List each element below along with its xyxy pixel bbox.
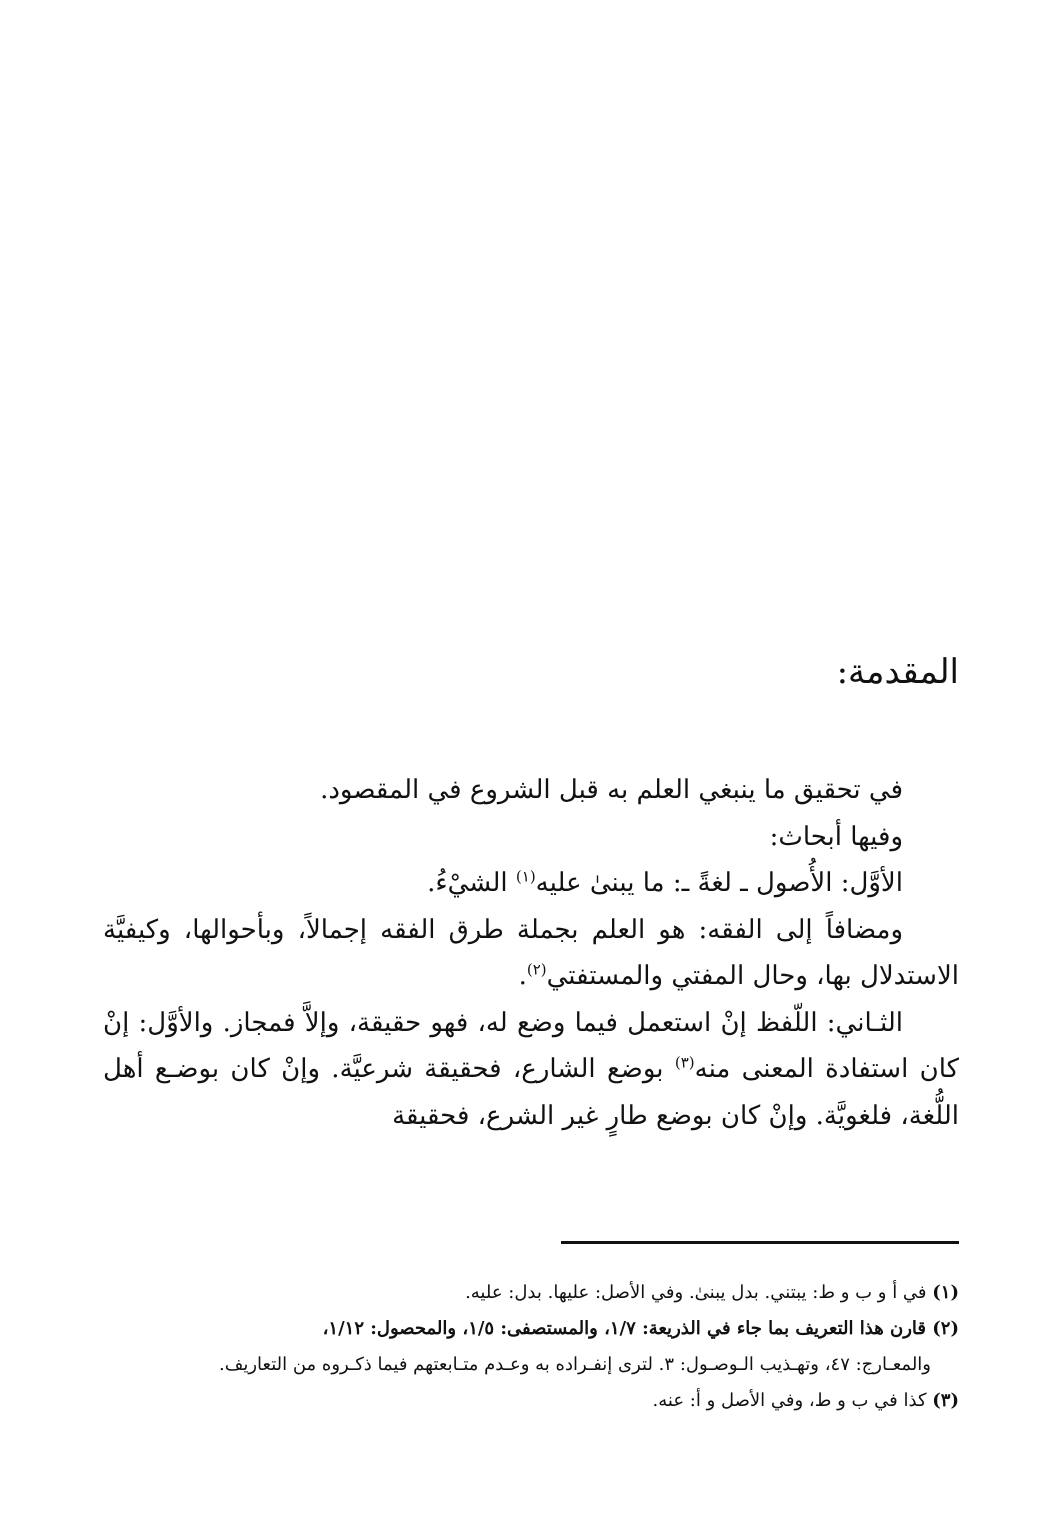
footnote-1-text: في أ و ب و ط: يبتني. بدل يبنىٰ. وفي الأصل: عليها. بدل: عليه.: [465, 1282, 933, 1303]
section-heading: المقدمة:: [836, 652, 959, 692]
footnote-ref-2: (٢): [526, 960, 547, 979]
definition-text: ومضافاً إلى الفقه: هو العلم بجملة طرق الفقه إجمالاً، وبأحوالها، وكيفيَّة الاستدلال بها، وحال المفتي والمستفتي: [103, 914, 959, 991]
main-text: [103, 767, 959, 1139]
footnote-1-number: (١): [932, 1282, 959, 1303]
footnote-2-number: (٢): [932, 1318, 959, 1339]
footnote-ref-3: (٣): [674, 1053, 695, 1072]
first-topic-line: [103, 860, 959, 907]
second-topic-text: الثـاني: اللّفظ إنْ استعمل فيما وضع له، فهو حقيقة، وإلاَّ فمجاز. والأوَّل: إنْ كان استفادة المعنى منه: [103, 1007, 960, 1084]
footnote-ref-1: (١): [515, 867, 536, 886]
second-topic-paragraph: [103, 1000, 959, 1140]
footnote-3-number: (٣): [932, 1390, 959, 1411]
footnote-2: [103, 1314, 959, 1344]
second-topic-end: بوضع الشارع، فحقيقة شرعيَّة. وإنْ كان بوضـع أهل اللُّغة، فلغويَّة. وإنْ كان بوضع طارٍ غير الشرع، فحقيقة: [103, 1054, 959, 1131]
footnote-1: [103, 1278, 959, 1308]
footnote-3: [103, 1386, 959, 1416]
footnote-divider: [561, 1241, 959, 1244]
footnotes: [103, 1278, 959, 1422]
definition-paragraph: [103, 907, 959, 1000]
footnote-2-continuation: والمعـارج: ٤٧، وتهـذيب الـوصـول: ٣. لترى إنفـراده به وعـدم متـابعتهم فيما ذكـروه من التعاريف.: [218, 1354, 931, 1375]
first-topic-text: الأوَّل: الأُصول ـ لغةً ـ: ما يبنىٰ عليه: [535, 868, 903, 898]
intro-line: في تحقيق ما ينبغي العلم به قبل الشروع في المقصود.: [320, 775, 903, 805]
footnote-3-text: كذا في ب و ط، وفي الأصل و أ: عنه.: [652, 1390, 933, 1411]
first-topic-end: الشيْءُ.: [427, 868, 516, 898]
definition-end: .: [518, 961, 527, 991]
topics-line: وفيها أبحاث:: [769, 821, 903, 852]
footnote-2-text: قارن هذا التعريف بما جاء في الذريعة: ١/٧، والمستصفى: ١/٥، والمحصول: ١/١٢،: [322, 1318, 933, 1339]
